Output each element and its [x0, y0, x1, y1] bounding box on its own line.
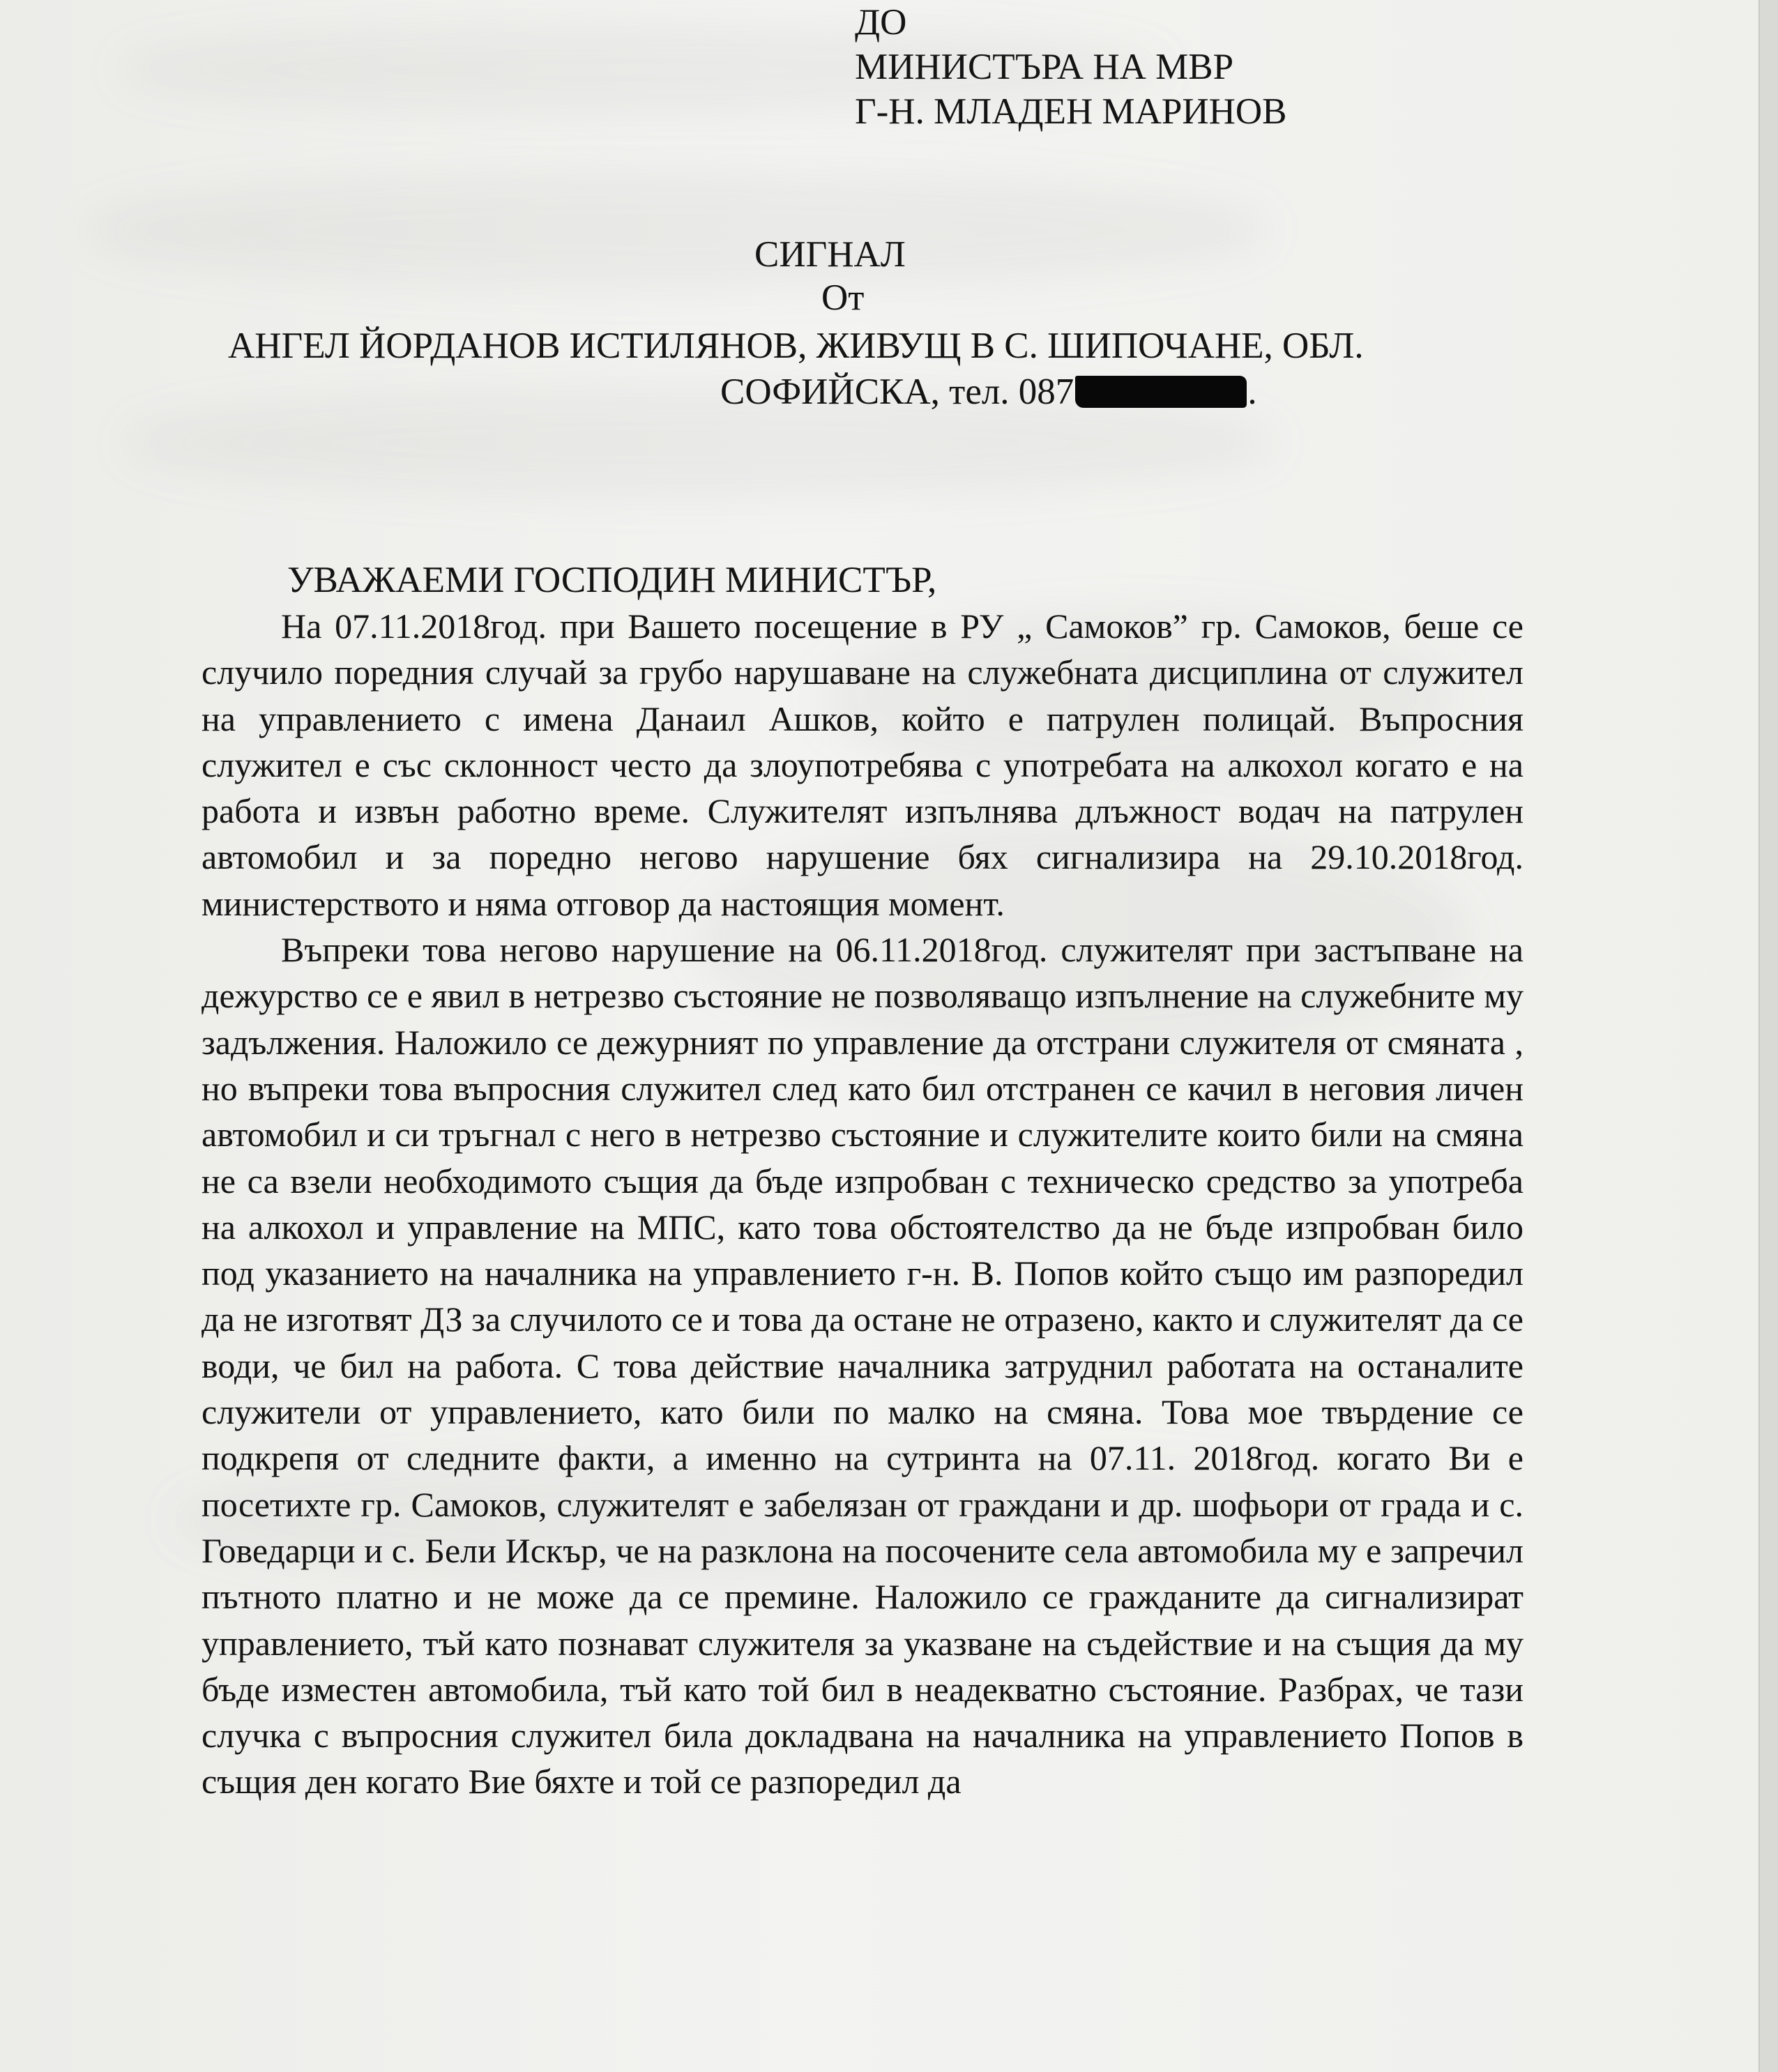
redaction-mark	[1075, 376, 1247, 408]
scan-edge	[1758, 0, 1778, 2072]
document-title: СИГНАЛ	[754, 234, 906, 275]
sender-line: АНГЕЛ ЙОРДАНОВ ИСТИЛЯНОВ, ЖИВУЩ В С. ШИПОЧАНЕ, ОБЛ.	[228, 326, 1364, 366]
from-label: От	[821, 277, 865, 318]
body-paragraph-1: На 07.11.2018год. при Вашето посещение в РУ „ Самоков” гр. Самоков, беше се случило поредния случай за грубо нарушаване на служебната дисциплина от служител на управлението с имена Данаил Ашков, който е патрулен полицай. Въпросния служител е със склонност често да злоупотребява с употребата на алкохол когато е на работа и извън работно време. Служителят изпълнява длъжност водач на патрулен автомобил и за поредно негово нарушение бях сигнализира на 29.10.2018год. министерството и няма отговор да настоящия момент.	[202, 607, 1524, 923]
sender-phone-prefix: СОФИЙСКА, тел. 087	[720, 372, 1074, 412]
letter-body	[202, 603, 1524, 1805]
recipient-line-ministry: МИНИСТЪРА НА МВР	[855, 47, 1234, 87]
recipient-line-to: ДО	[855, 2, 907, 43]
body-paragraph-2: Въпреки това негово нарушение на 06.11.2018год. служителят при застъпване на дежурство се е явил в нетрезво състояние не позволяващо изпълнение на служебните му задължения. Наложило се дежурният по управление да отстрани служителя от смяната , но въпреки това въпросния служител след като бил отстранен се качил в неговия личен автомобил и си тръгнал с него в нетрезво състояние и служителите които били на смяна не са взели необходимото същия да бъде изпробван с техническо средство за употреба на алкохол и управление на МПС, като това обстоятелство да не бъде изпробван било под указанието на началника на управлението г-н. В. Попов който също им разпоредил да не изготвят ДЗ за случилото се и това да остане не отразено, както и служителят да се води, че бил на работа. С това действие началника затруднил работата на останалите служители от управлението, като били по малко на смяна. Това мое твърдение се подкрепя от следните факти, а именно на сутринта на 07.11. 2018год. когато Ви е посетихте гр. Самоков, служителят е забелязан от граждани и др. шофьори от града и с. Говедарци и с. Бели Искър, че на разклона на посочените села автомобила му е запречил пътното платно и не може да се премине. Наложило се гражданите да сигнализират управлението, тъй като познават служителя за указване на съдействие и на същия да му бъде изместен автомобила, тъй като той бил в неадекватно състояние. Разбрах, че тази случка с въпросния служител била докладвана на началника на управлението Попов в същия ден когато Вие бяхте и той се разпоредил да	[202, 930, 1524, 1801]
sender-contact-line	[720, 370, 1257, 414]
salutation: УВАЖАЕМИ ГОСПОДИН МИНИСТЪР,	[287, 560, 937, 600]
sender-line-end: .	[1247, 372, 1257, 412]
recipient-line-name: Г-Н. МЛАДЕН МАРИНОВ	[855, 91, 1287, 132]
recipient-block	[855, 0, 1385, 134]
